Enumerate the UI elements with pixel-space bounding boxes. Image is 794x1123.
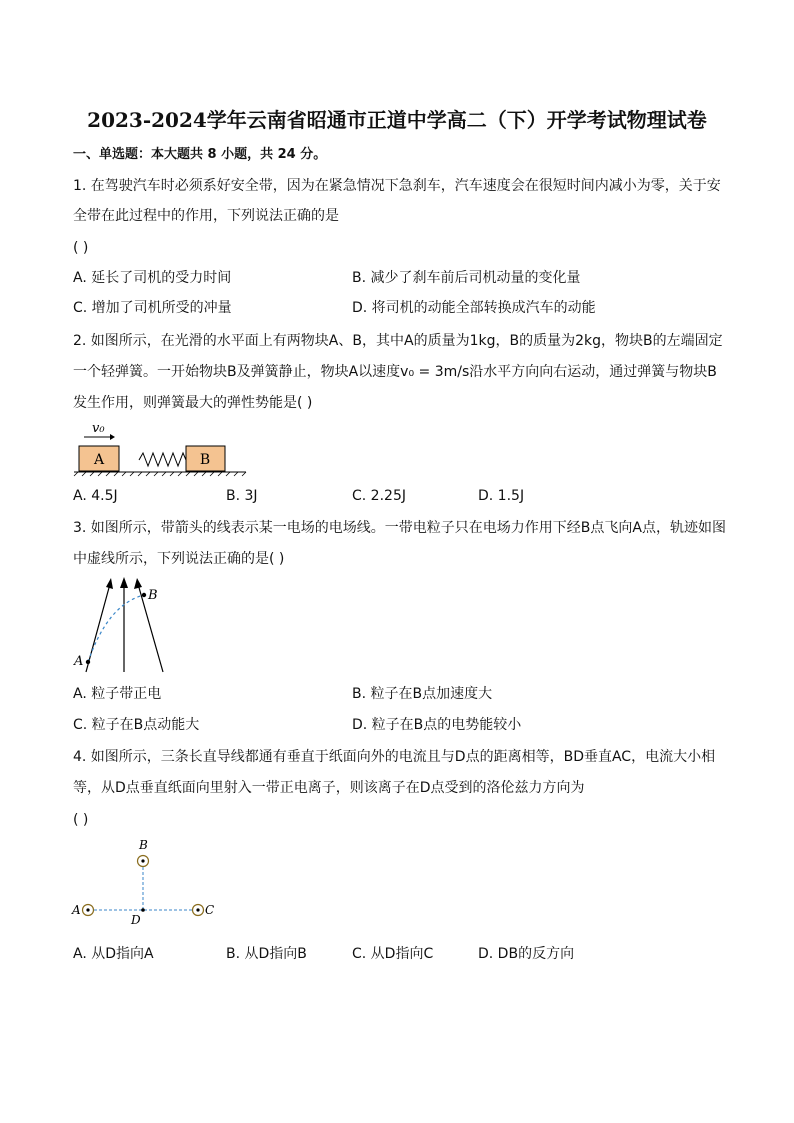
ground-hatching	[74, 472, 246, 476]
q2-line-1: 2. 如图所示，在光滑的水平面上有两物块A、B，其中A的质量为1kg，B的质量为2kg，物块B的左端固定	[73, 333, 723, 349]
point-a-dot	[86, 660, 90, 664]
q1-line-1: 1. 在驾驶汽车时必须系好安全带，因为在紧急情况下急刹车，汽车速度会在很短时间内减小为零，关于安	[73, 178, 721, 194]
q1-option-c[interactable]: C. 增加了司机所受的冲量	[73, 300, 232, 316]
q3-field-lines-figure	[70, 574, 170, 674]
q1-option-a[interactable]: A. 延长了司机的受力时间	[73, 270, 232, 286]
q4-line-1: 4. 如图所示，三条长直导线都通有垂直于纸面向外的电流且与D点的距离相等，BD垂直AC，电流大小相	[73, 749, 716, 765]
q2-spring-block-figure	[70, 418, 250, 478]
q4-option-d[interactable]: D. DB的反方向	[478, 946, 575, 962]
point-a-label: A	[74, 654, 84, 669]
velocity-arrowhead	[110, 434, 115, 440]
q1-line-2: 全带在此过程中的作用，下列说法正确的是	[73, 208, 339, 224]
q3-option-a[interactable]: A. 粒子带正电	[73, 686, 162, 702]
point-d-dot	[141, 908, 145, 912]
field-line-left	[86, 584, 110, 672]
wire-c-label: C	[205, 903, 215, 917]
q4-option-b[interactable]: B. 从D指向B	[226, 946, 307, 962]
q3-option-c[interactable]: C. 粒子在B点动能大	[73, 717, 200, 733]
q2-line-3: 发生作用，则弹簧最大的弹性势能是( )	[73, 395, 313, 411]
point-b-dot	[142, 593, 146, 597]
q2-option-a[interactable]: A. 4.5J	[73, 488, 118, 504]
q4-line-2: 等，从D点垂直纸面向里射入一带正电离子，则该离子在D点受到的洛伦兹力方向为	[73, 780, 585, 796]
q3-option-b[interactable]: B. 粒子在B点加速度大	[352, 686, 493, 702]
block-a-label: A	[93, 452, 105, 468]
q3-line-1: 3. 如图所示，带箭头的线表示某一电场的电场线。一带电粒子只在电场力作用下经B点飞向A点，轨迹如图	[73, 520, 726, 536]
field-line-left-arrow	[106, 578, 113, 589]
section-heading: 一、单选题：本大题共 8 小题，共 24 分。	[73, 147, 327, 162]
q3-line-2: 中虚线所示，下列说法正确的是( )	[73, 551, 285, 567]
q4-option-c[interactable]: C. 从D指向C	[352, 946, 434, 962]
q4-wires-figure	[70, 838, 220, 928]
page-title: 2023-2024学年云南省昭通市正道中学高二（下）开学考试物理试卷	[87, 108, 707, 132]
block-b-label: B	[199, 452, 211, 468]
wire-a-label: A	[72, 903, 81, 917]
q4-answer-paren: ( )	[73, 812, 89, 828]
q3-option-d[interactable]: D. 粒子在B点的电势能较小	[352, 717, 522, 733]
point-b-label: B	[148, 588, 158, 603]
wire-b-label: B	[139, 838, 148, 852]
q2-option-c[interactable]: C. 2.25J	[352, 488, 406, 504]
q1-option-d[interactable]: D. 将司机的动能全部转换成汽车的动能	[352, 300, 596, 316]
q1-option-b[interactable]: B. 减少了刹车前后司机动量的变化量	[352, 270, 581, 286]
q2-option-b[interactable]: B. 3J	[226, 488, 258, 504]
q2-line-2: 一个轻弹簧。一开始物块B及弹簧静止，物块A以速度v₀ = 3m/s沿水平方向向右运动，通过弹簧与物块B	[73, 364, 717, 380]
q1-answer-paren: ( )	[73, 240, 89, 256]
point-d-label: D	[131, 913, 141, 927]
field-line-middle-arrow	[120, 577, 128, 588]
velocity-label: v₀	[92, 421, 105, 436]
spring	[139, 453, 186, 466]
q4-option-a[interactable]: A. 从D指向A	[73, 946, 154, 962]
q2-option-d[interactable]: D. 1.5J	[478, 488, 525, 504]
particle-trajectory	[88, 595, 144, 662]
field-line-right-arrow	[134, 578, 142, 589]
